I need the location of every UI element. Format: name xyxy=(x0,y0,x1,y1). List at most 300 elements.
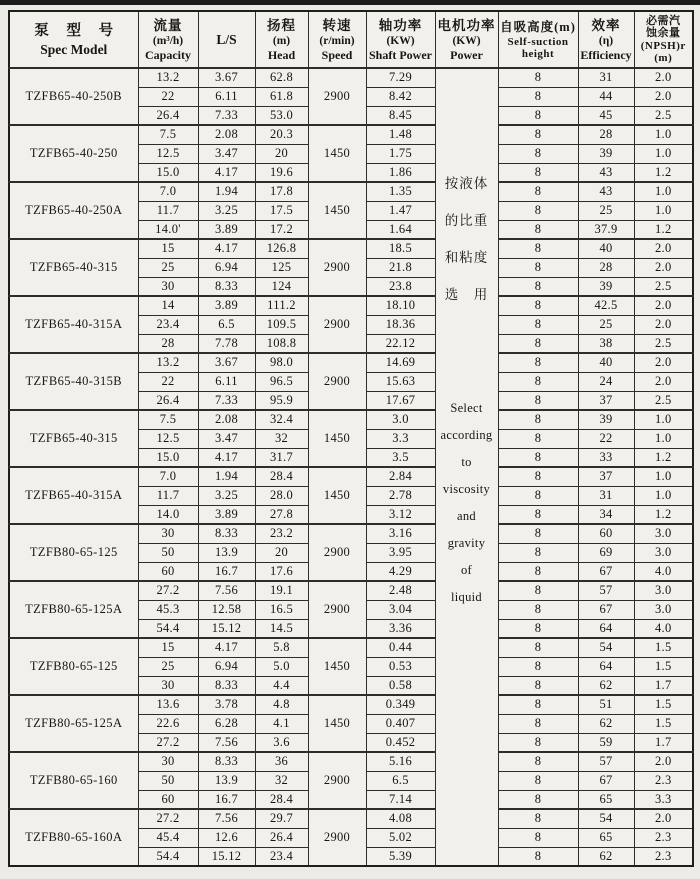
note-line: of xyxy=(460,563,472,577)
suction-cell: 8 xyxy=(498,201,578,220)
shaft-power-cell: 14.69 xyxy=(366,353,435,372)
ls-cell: 7.78 xyxy=(198,334,255,353)
ls-cell: 8.33 xyxy=(198,752,255,771)
ls-cell: 7.56 xyxy=(198,581,255,600)
capacity-cell: 30 xyxy=(138,752,198,771)
spec-row xyxy=(9,182,693,201)
head-cell: 20.3 xyxy=(255,125,308,144)
npsh-cell: 2.0 xyxy=(634,752,693,771)
efficiency-cell: 64 xyxy=(578,619,634,638)
npsh-cell: 1.5 xyxy=(634,638,693,657)
capacity-cell: 11.7 xyxy=(138,486,198,505)
spec-row xyxy=(9,410,693,429)
ls-cell: 4.17 xyxy=(198,163,255,182)
efficiency-cell: 67 xyxy=(578,600,634,619)
efficiency-cell: 22 xyxy=(578,429,634,448)
npsh-cell: 1.2 xyxy=(634,163,693,182)
capacity-cell: 26.4 xyxy=(138,391,198,410)
npsh-cell: 3.0 xyxy=(634,543,693,562)
shaft-power-cell: 4.29 xyxy=(366,562,435,581)
npsh-cell: 1.0 xyxy=(634,201,693,220)
ls-cell: 6.94 xyxy=(198,258,255,277)
ls-cell: 2.08 xyxy=(198,125,255,144)
shaft-power-cell: 1.86 xyxy=(366,163,435,182)
efficiency-cell: 65 xyxy=(578,790,634,809)
shaft-power-cell: 3.0 xyxy=(366,410,435,429)
speed-cell: 2900 xyxy=(308,581,366,638)
npsh-cell: 2.5 xyxy=(634,391,693,410)
capacity-cell: 14.0 xyxy=(138,505,198,524)
ls-cell: 7.56 xyxy=(198,809,255,828)
efficiency-cell: 43 xyxy=(578,182,634,201)
capacity-cell: 15 xyxy=(138,638,198,657)
ls-cell: 15.12 xyxy=(198,847,255,866)
efficiency-cell: 64 xyxy=(578,657,634,676)
head-cell: 17.8 xyxy=(255,182,308,201)
speed-cell: 1450 xyxy=(308,125,366,182)
shaft-power-cell: 5.39 xyxy=(366,847,435,866)
npsh-cell: 2.0 xyxy=(634,258,693,277)
suction-cell: 8 xyxy=(498,714,578,733)
head-cell: 17.2 xyxy=(255,220,308,239)
ls-cell: 13.9 xyxy=(198,543,255,562)
ls-cell: 12.6 xyxy=(198,828,255,847)
head-cell: 108.8 xyxy=(255,334,308,353)
ls-cell: 3.67 xyxy=(198,68,255,87)
efficiency-cell: 51 xyxy=(578,695,634,714)
head-cell: 28.4 xyxy=(255,467,308,486)
efficiency-cell: 28 xyxy=(578,125,634,144)
efficiency-cell: 69 xyxy=(578,543,634,562)
ls-cell: 1.94 xyxy=(198,182,255,201)
shaft-power-cell: 1.47 xyxy=(366,201,435,220)
shaft-power-cell: 1.35 xyxy=(366,182,435,201)
ls-cell: 6.5 xyxy=(198,315,255,334)
suction-cell: 8 xyxy=(498,277,578,296)
ls-cell: 3.89 xyxy=(198,220,255,239)
efficiency-cell: 39 xyxy=(578,144,634,163)
shaft-power-cell: 2.84 xyxy=(366,467,435,486)
suction-cell: 8 xyxy=(498,486,578,505)
npsh-cell: 3.0 xyxy=(634,581,693,600)
npsh-cell: 2.3 xyxy=(634,771,693,790)
shaft-power-cell: 0.407 xyxy=(366,714,435,733)
suction-cell: 8 xyxy=(498,790,578,809)
head-cell: 28.4 xyxy=(255,790,308,809)
head-cell: 62.8 xyxy=(255,68,308,87)
head-cell: 126.8 xyxy=(255,239,308,258)
ls-cell: 13.9 xyxy=(198,771,255,790)
shaft-power-cell: 23.8 xyxy=(366,277,435,296)
npsh-cell: 1.5 xyxy=(634,714,693,733)
efficiency-cell: 42.5 xyxy=(578,296,634,315)
head-cell: 5.8 xyxy=(255,638,308,657)
spec-row xyxy=(9,353,693,372)
npsh-cell: 1.2 xyxy=(634,220,693,239)
note-line: and xyxy=(457,509,476,523)
efficiency-cell: 57 xyxy=(578,752,634,771)
shaft-power-cell: 3.36 xyxy=(366,619,435,638)
head-cell: 98.0 xyxy=(255,353,308,372)
spec-row xyxy=(9,695,693,714)
suction-cell: 8 xyxy=(498,429,578,448)
capacity-cell: 7.0 xyxy=(138,467,198,486)
suction-cell: 8 xyxy=(498,847,578,866)
capacity-cell: 22 xyxy=(138,87,198,106)
npsh-cell: 2.0 xyxy=(634,87,693,106)
spec-row xyxy=(9,296,693,315)
efficiency-cell: 54 xyxy=(578,638,634,657)
npsh-cell: 3.3 xyxy=(634,790,693,809)
suction-cell: 8 xyxy=(498,695,578,714)
speed-cell: 1450 xyxy=(308,182,366,239)
efficiency-cell: 65 xyxy=(578,828,634,847)
suction-cell: 8 xyxy=(498,353,578,372)
suction-cell: 8 xyxy=(498,410,578,429)
spec-row xyxy=(9,524,693,543)
efficiency-cell: 40 xyxy=(578,353,634,372)
shaft-power-cell: 18.36 xyxy=(366,315,435,334)
header-row xyxy=(9,11,693,68)
shaft-power-cell: 3.16 xyxy=(366,524,435,543)
npsh-cell: 1.0 xyxy=(634,182,693,201)
col-header-capacity: 流量 (m³/h) Capacity xyxy=(138,11,198,68)
ls-cell: 16.7 xyxy=(198,562,255,581)
model-header-zh: 泵 型 号 xyxy=(34,22,121,39)
suction-cell: 8 xyxy=(498,258,578,277)
suction-cell: 8 xyxy=(498,828,578,847)
efficiency-cell: 62 xyxy=(578,714,634,733)
ls-cell: 3.47 xyxy=(198,144,255,163)
speed-cell: 1450 xyxy=(308,467,366,524)
capacity-cell: 60 xyxy=(138,790,198,809)
suction-cell: 8 xyxy=(498,334,578,353)
suction-cell: 8 xyxy=(498,315,578,334)
motor-power-note-cell xyxy=(435,68,498,866)
model-cell: TZFB80-65-125 xyxy=(9,638,138,695)
suction-cell: 8 xyxy=(498,68,578,87)
scan-top-band xyxy=(0,0,700,5)
ls-cell: 4.17 xyxy=(198,448,255,467)
spec-row xyxy=(9,467,693,486)
head-cell: 27.8 xyxy=(255,505,308,524)
suction-cell: 8 xyxy=(498,296,578,315)
efficiency-cell: 43 xyxy=(578,163,634,182)
ls-cell: 3.47 xyxy=(198,429,255,448)
model-cell: TZFB65-40-315B xyxy=(9,353,138,410)
speed-cell: 2900 xyxy=(308,752,366,809)
ls-cell: 8.33 xyxy=(198,676,255,695)
npsh-cell: 2.0 xyxy=(634,315,693,334)
suction-cell: 8 xyxy=(498,106,578,125)
efficiency-cell: 59 xyxy=(578,733,634,752)
shaft-power-cell: 1.64 xyxy=(366,220,435,239)
note-line: 和粘度 xyxy=(444,250,489,265)
note-line: Select xyxy=(450,401,483,415)
suction-cell: 8 xyxy=(498,809,578,828)
speed-cell: 2900 xyxy=(308,296,366,353)
ls-cell: 3.89 xyxy=(198,505,255,524)
shaft-power-cell: 3.95 xyxy=(366,543,435,562)
shaft-power-cell: 0.44 xyxy=(366,638,435,657)
npsh-cell: 1.2 xyxy=(634,505,693,524)
capacity-cell: 25 xyxy=(138,657,198,676)
col-header-ls: L/S xyxy=(198,11,255,68)
spec-row xyxy=(9,68,693,87)
capacity-cell: 50 xyxy=(138,771,198,790)
capacity-cell: 54.4 xyxy=(138,619,198,638)
npsh-cell: 2.0 xyxy=(634,239,693,258)
npsh-cell: 4.0 xyxy=(634,619,693,638)
capacity-cell: 22 xyxy=(138,372,198,391)
capacity-cell: 27.2 xyxy=(138,809,198,828)
shaft-power-cell: 22.12 xyxy=(366,334,435,353)
npsh-cell: 1.2 xyxy=(634,448,693,467)
capacity-cell: 15.0 xyxy=(138,448,198,467)
efficiency-cell: 67 xyxy=(578,562,634,581)
speed-cell: 1450 xyxy=(308,410,366,467)
efficiency-cell: 54 xyxy=(578,809,634,828)
ls-cell: 6.11 xyxy=(198,87,255,106)
shaft-power-cell: 17.67 xyxy=(366,391,435,410)
head-cell: 16.5 xyxy=(255,600,308,619)
head-cell: 17.6 xyxy=(255,562,308,581)
shaft-power-cell: 7.29 xyxy=(366,68,435,87)
suction-cell: 8 xyxy=(498,505,578,524)
ls-cell: 3.89 xyxy=(198,296,255,315)
suction-cell: 8 xyxy=(498,638,578,657)
shaft-power-cell: 0.58 xyxy=(366,676,435,695)
suction-cell: 8 xyxy=(498,733,578,752)
efficiency-cell: 39 xyxy=(578,277,634,296)
ls-cell: 2.08 xyxy=(198,410,255,429)
model-cell: TZFB65-40-315A xyxy=(9,467,138,524)
col-header-speed: 转速 (r/min) Speed xyxy=(308,11,366,68)
model-cell: TZFB80-65-125A xyxy=(9,581,138,638)
capacity-cell: 27.2 xyxy=(138,733,198,752)
suction-cell: 8 xyxy=(498,448,578,467)
efficiency-cell: 31 xyxy=(578,486,634,505)
capacity-cell: 54.4 xyxy=(138,847,198,866)
npsh-cell: 2.5 xyxy=(634,106,693,125)
head-cell: 95.9 xyxy=(255,391,308,410)
shaft-power-cell: 3.3 xyxy=(366,429,435,448)
capacity-cell: 30 xyxy=(138,524,198,543)
suction-cell: 8 xyxy=(498,600,578,619)
shaft-power-cell: 0.349 xyxy=(366,695,435,714)
head-cell: 32 xyxy=(255,429,308,448)
efficiency-cell: 40 xyxy=(578,239,634,258)
motor-power-note-zh xyxy=(436,165,498,313)
capacity-cell: 45.3 xyxy=(138,600,198,619)
capacity-cell: 14 xyxy=(138,296,198,315)
ls-cell: 7.33 xyxy=(198,391,255,410)
npsh-cell: 2.3 xyxy=(634,828,693,847)
shaft-power-cell: 5.02 xyxy=(366,828,435,847)
suction-cell: 8 xyxy=(498,524,578,543)
npsh-cell: 2.0 xyxy=(634,353,693,372)
capacity-cell: 26.4 xyxy=(138,106,198,125)
capacity-cell: 23.4 xyxy=(138,315,198,334)
efficiency-cell: 33 xyxy=(578,448,634,467)
suction-cell: 8 xyxy=(498,372,578,391)
shaft-power-cell: 8.42 xyxy=(366,87,435,106)
npsh-cell: 2.0 xyxy=(634,296,693,315)
spec-table xyxy=(8,10,694,867)
npsh-cell: 1.5 xyxy=(634,657,693,676)
efficiency-cell: 34 xyxy=(578,505,634,524)
ls-cell: 15.12 xyxy=(198,619,255,638)
shaft-power-cell: 0.53 xyxy=(366,657,435,676)
shaft-power-cell: 3.12 xyxy=(366,505,435,524)
head-cell: 125 xyxy=(255,258,308,277)
capacity-cell: 22.6 xyxy=(138,714,198,733)
npsh-cell: 1.7 xyxy=(634,676,693,695)
suction-cell: 8 xyxy=(498,657,578,676)
head-cell: 124 xyxy=(255,277,308,296)
npsh-cell: 1.0 xyxy=(634,410,693,429)
col-header-npsh: 必需汽 蚀余量 (NPSH)r (m) xyxy=(634,11,693,68)
ls-cell: 12.58 xyxy=(198,600,255,619)
model-cell: TZFB65-40-315 xyxy=(9,239,138,296)
head-cell: 32.4 xyxy=(255,410,308,429)
model-cell: TZFB80-65-160 xyxy=(9,752,138,809)
suction-cell: 8 xyxy=(498,220,578,239)
col-header-model xyxy=(9,11,138,68)
capacity-cell: 45.4 xyxy=(138,828,198,847)
shaft-power-cell: 8.45 xyxy=(366,106,435,125)
head-cell: 17.5 xyxy=(255,201,308,220)
efficiency-cell: 57 xyxy=(578,581,634,600)
model-cell: TZFB65-40-250 xyxy=(9,125,138,182)
speed-cell: 2900 xyxy=(308,524,366,581)
shaft-power-cell: 2.78 xyxy=(366,486,435,505)
shaft-power-cell: 1.75 xyxy=(366,144,435,163)
efficiency-cell: 37 xyxy=(578,467,634,486)
capacity-cell: 28 xyxy=(138,334,198,353)
model-cell: TZFB80-65-125 xyxy=(9,524,138,581)
ls-cell: 6.11 xyxy=(198,372,255,391)
head-cell: 4.4 xyxy=(255,676,308,695)
npsh-cell: 1.0 xyxy=(634,486,693,505)
spec-table-header xyxy=(9,11,693,68)
npsh-cell: 2.0 xyxy=(634,68,693,87)
note-line: 选 用 xyxy=(444,287,489,302)
note-line: liquid xyxy=(451,590,482,604)
shaft-power-cell: 2.48 xyxy=(366,581,435,600)
suction-cell: 8 xyxy=(498,581,578,600)
col-header-head: 扬程 (m) Head xyxy=(255,11,308,68)
speed-cell: 2900 xyxy=(308,68,366,125)
suction-cell: 8 xyxy=(498,676,578,695)
efficiency-cell: 28 xyxy=(578,258,634,277)
head-cell: 23.2 xyxy=(255,524,308,543)
speed-cell: 2900 xyxy=(308,809,366,866)
suction-cell: 8 xyxy=(498,87,578,106)
ls-cell: 8.33 xyxy=(198,277,255,296)
motor-power-note-en xyxy=(436,395,498,611)
col-header-shaft-power: 轴功率 (KW) Shaft Power xyxy=(366,11,435,68)
efficiency-cell: 62 xyxy=(578,676,634,695)
capacity-cell: 15.0 xyxy=(138,163,198,182)
capacity-cell: 12.5 xyxy=(138,429,198,448)
efficiency-cell: 45 xyxy=(578,106,634,125)
npsh-cell: 1.7 xyxy=(634,733,693,752)
suction-cell: 8 xyxy=(498,619,578,638)
efficiency-cell: 25 xyxy=(578,201,634,220)
npsh-cell: 1.0 xyxy=(634,144,693,163)
capacity-cell: 12.5 xyxy=(138,144,198,163)
ls-cell: 3.67 xyxy=(198,353,255,372)
ls-cell: 6.28 xyxy=(198,714,255,733)
suction-cell: 8 xyxy=(498,467,578,486)
spec-row xyxy=(9,752,693,771)
efficiency-cell: 44 xyxy=(578,87,634,106)
head-cell: 109.5 xyxy=(255,315,308,334)
shaft-power-cell: 7.14 xyxy=(366,790,435,809)
suction-cell: 8 xyxy=(498,182,578,201)
head-cell: 20 xyxy=(255,144,308,163)
npsh-cell: 3.0 xyxy=(634,524,693,543)
capacity-cell: 14.0' xyxy=(138,220,198,239)
head-cell: 14.5 xyxy=(255,619,308,638)
head-cell: 5.0 xyxy=(255,657,308,676)
note-line: according xyxy=(440,428,493,442)
capacity-cell: 13.2 xyxy=(138,68,198,87)
capacity-cell: 7.5 xyxy=(138,125,198,144)
head-cell: 31.7 xyxy=(255,448,308,467)
model-cell: TZFB65-40-250A xyxy=(9,182,138,239)
head-cell: 23.4 xyxy=(255,847,308,866)
speed-cell: 2900 xyxy=(308,353,366,410)
npsh-cell: 2.0 xyxy=(634,372,693,391)
efficiency-cell: 62 xyxy=(578,847,634,866)
head-cell: 19.1 xyxy=(255,581,308,600)
suction-cell: 8 xyxy=(498,752,578,771)
capacity-cell: 7.5 xyxy=(138,410,198,429)
efficiency-cell: 38 xyxy=(578,334,634,353)
npsh-cell: 4.0 xyxy=(634,562,693,581)
shaft-power-cell: 4.08 xyxy=(366,809,435,828)
ls-cell: 8.33 xyxy=(198,524,255,543)
ls-cell: 1.94 xyxy=(198,467,255,486)
shaft-power-cell: 18.5 xyxy=(366,239,435,258)
efficiency-cell: 37.9 xyxy=(578,220,634,239)
ls-cell: 3.25 xyxy=(198,201,255,220)
note-line: 按液体 xyxy=(444,176,489,191)
head-cell: 111.2 xyxy=(255,296,308,315)
shaft-power-cell: 18.10 xyxy=(366,296,435,315)
capacity-cell: 50 xyxy=(138,543,198,562)
suction-cell: 8 xyxy=(498,163,578,182)
npsh-cell: 1.5 xyxy=(634,695,693,714)
npsh-cell: 2.5 xyxy=(634,277,693,296)
model-header-en: Spec Model xyxy=(40,41,108,57)
capacity-cell: 11.7 xyxy=(138,201,198,220)
spec-row xyxy=(9,809,693,828)
npsh-cell: 2.3 xyxy=(634,847,693,866)
suction-cell: 8 xyxy=(498,125,578,144)
head-cell: 28.0 xyxy=(255,486,308,505)
model-cell: TZFB65-40-250B xyxy=(9,68,138,125)
spec-row xyxy=(9,638,693,657)
capacity-cell: 15 xyxy=(138,239,198,258)
note-line: 的比重 xyxy=(444,213,489,228)
spec-row xyxy=(9,581,693,600)
speed-cell: 1450 xyxy=(308,638,366,695)
model-cell: TZFB80-65-125A xyxy=(9,695,138,752)
ls-cell: 7.56 xyxy=(198,733,255,752)
